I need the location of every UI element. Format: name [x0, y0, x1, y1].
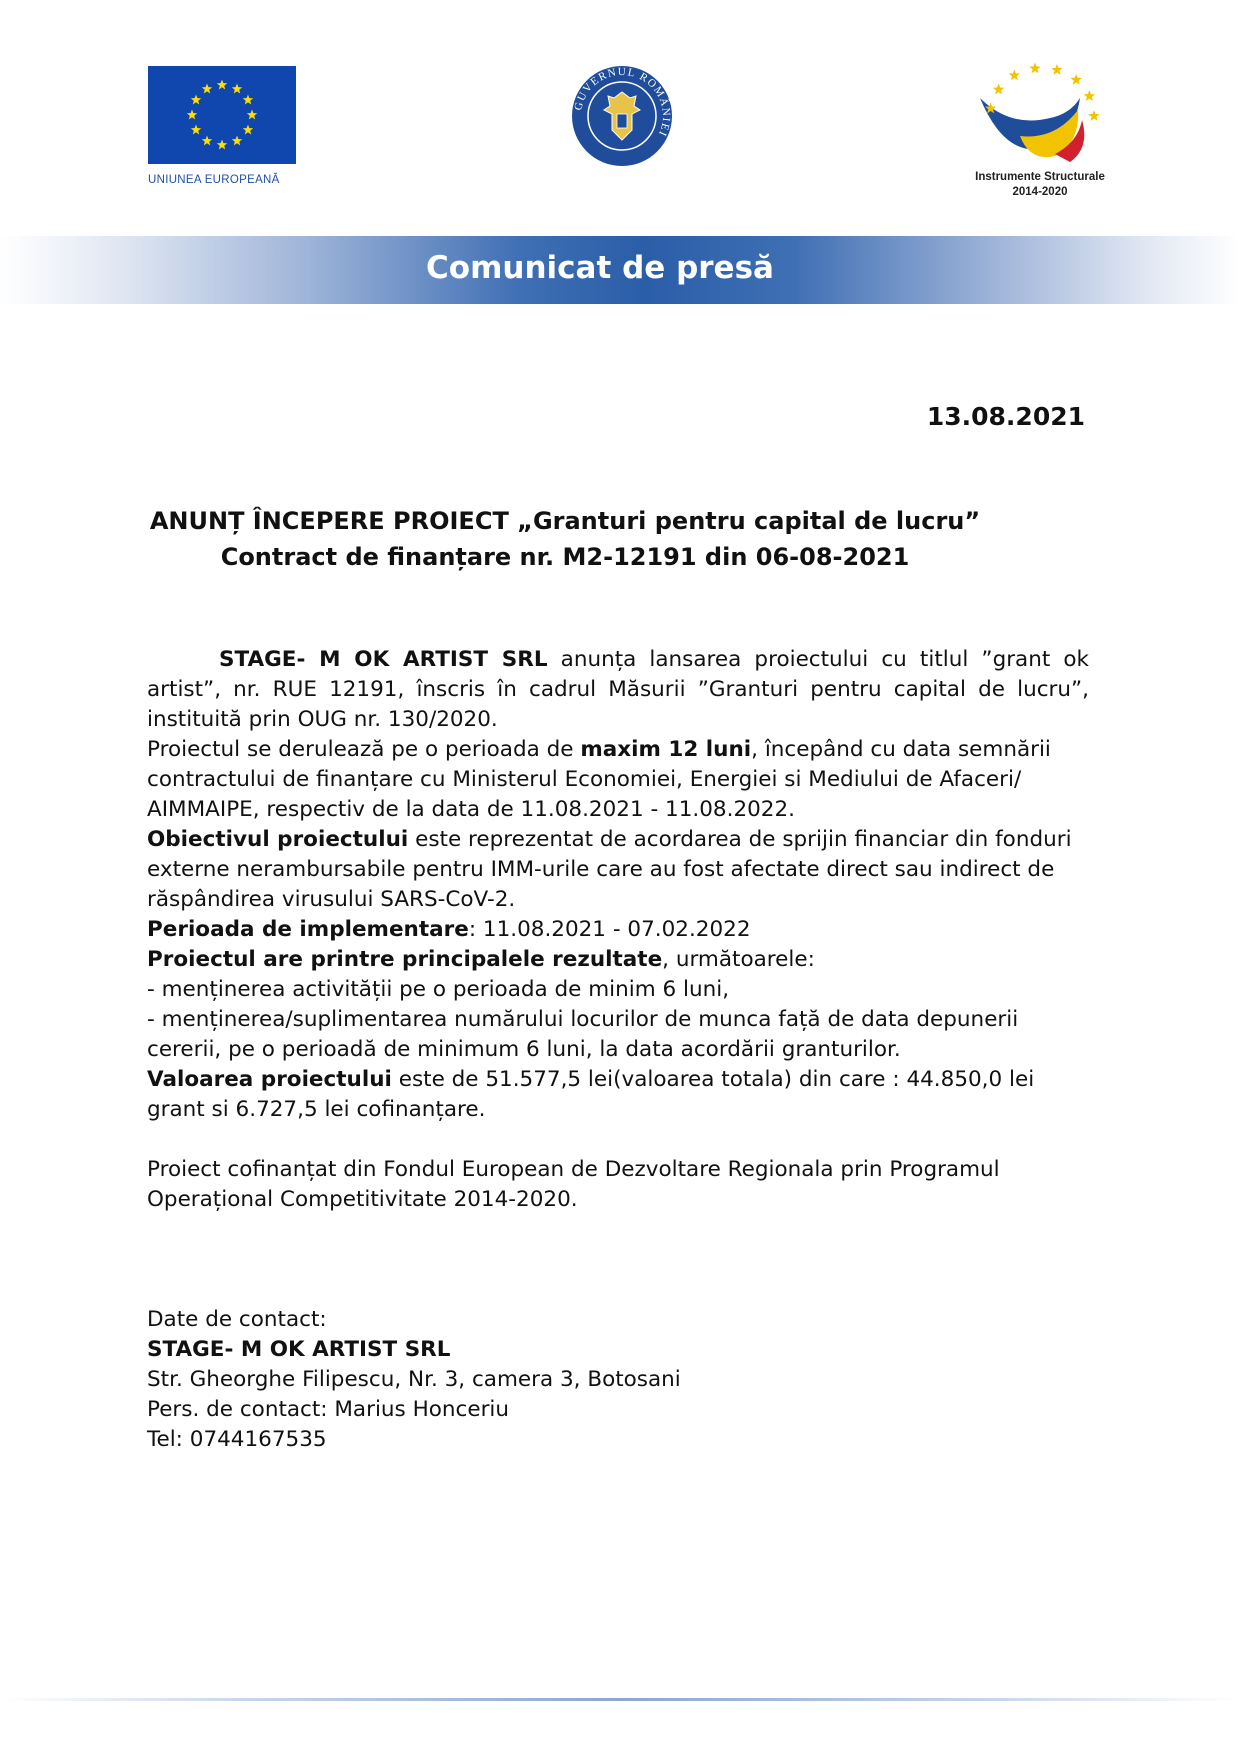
value-label: Valoarea proiectului	[147, 1067, 392, 1092]
press-release-banner	[0, 236, 1240, 304]
eu-logo	[148, 66, 296, 186]
star-icon	[993, 84, 1004, 95]
implementation-text: : 11.08.2021 - 07.02.2022	[468, 917, 751, 942]
implementation-label: Perioada de implementare	[147, 917, 469, 942]
heading-line-1: ANUNȚ ÎNCEPERE PROIECT „Granturi pentru capital de lucru”	[149, 507, 981, 535]
eu-flag-icon	[148, 66, 296, 164]
star-icon	[1084, 90, 1095, 101]
intro-paragraph	[147, 645, 1089, 735]
eu-label: UNIUNEA EUROPEANĂ	[148, 174, 280, 186]
results-label: Proiectul are printre principalele rezultate	[147, 947, 663, 972]
document-body	[147, 645, 1089, 1455]
is-label-line1: Instrumente Structurale	[975, 171, 1105, 183]
document-heading	[130, 503, 1000, 575]
value-text: este de 51.577,5 lei(valoarea totala) din care : 44.850,0 lei grant si 6.727,5 lei cofinanțare.	[147, 1067, 1035, 1122]
logo-header	[0, 0, 1240, 230]
contact-address: Str. Gheorghe Filipescu, Nr. 3, camera 3, Botosani	[147, 1367, 681, 1392]
gov-ring-text: GUVERNUL ROMÂNIEI	[572, 65, 673, 139]
objective-paragraph	[147, 825, 1089, 915]
cofinance-note: Proiect cofinanțat din Fondul European de Dezvoltare Regionala prin Programul Operațional Competitivitate 2014-2020.	[147, 1157, 1000, 1212]
star-icon	[1088, 110, 1099, 121]
structural-instruments-icon	[960, 58, 1120, 168]
company-name: STAGE- M OK ARTIST SRL	[219, 647, 548, 672]
star-icon	[1029, 62, 1040, 73]
star-icon	[1051, 64, 1062, 75]
heading-line-2: Contract de finanțare nr. M2-12191 din 06-08-2021	[220, 543, 910, 571]
structural-instruments-logo	[960, 58, 1120, 208]
banner-title: Comunicat de presă	[426, 250, 774, 286]
duration-text-post: , începând cu data semnării contractului de finanțare cu Ministerul Economiei, Energiei si Mediului de Afaceri/ AIMMAIPE, respectiv de la data de 11.08.2021 - 11.08.2022.	[147, 737, 1051, 822]
romanian-government-logo	[570, 64, 674, 168]
contact-heading: Date de contact:	[147, 1307, 327, 1332]
footer-divider	[0, 1698, 1240, 1701]
results-intro	[147, 945, 1089, 975]
release-date: 13.08.2021	[926, 402, 1085, 431]
objective-label: Obiectivul proiectului	[147, 827, 409, 852]
contact-person: Pers. de contact: Marius Honceriu	[147, 1397, 510, 1422]
contact-company: STAGE- M OK ARTIST SRL	[147, 1337, 451, 1362]
intro-text: anunța lansarea proiectului cu titlul ”grant ok artist”, nr. RUE 12191, înscris în cadrul Măsurii ”Granturi pentru capital de lucru”, instituită prin OUG nr. 130/2020.	[147, 647, 1089, 732]
duration-bold: maxim 12 luni	[580, 737, 752, 762]
value-paragraph	[147, 1065, 1089, 1125]
implementation-period	[147, 915, 1089, 945]
contact-phone: Tel: 0744167535	[147, 1427, 327, 1452]
is-label-line2: 2014-2020	[1012, 186, 1068, 198]
duration-paragraph	[147, 735, 1089, 825]
star-icon	[1071, 74, 1082, 85]
result-item: - menținerea/suplimentarea numărului locurilor de munca față de data depunerii cererii, pe o perioadă de minimum 6 luni, la data acordării granturilor.	[147, 1007, 1019, 1062]
star-icon	[1009, 69, 1020, 80]
objective-text: este reprezentat de acordarea de sprijin financiar din fonduri externe nerambursabile pentru IMM-urile care au fost afectate direct sau indirect de răspândirea virusului SARS-CoV-2.	[147, 827, 1072, 912]
result-item: - menținerea activității pe o perioada de minim 6 luni,	[147, 977, 730, 1002]
duration-text-pre: Proiectul se derulează pe o perioada de	[147, 737, 581, 762]
results-text: , următoarele:	[662, 947, 815, 972]
